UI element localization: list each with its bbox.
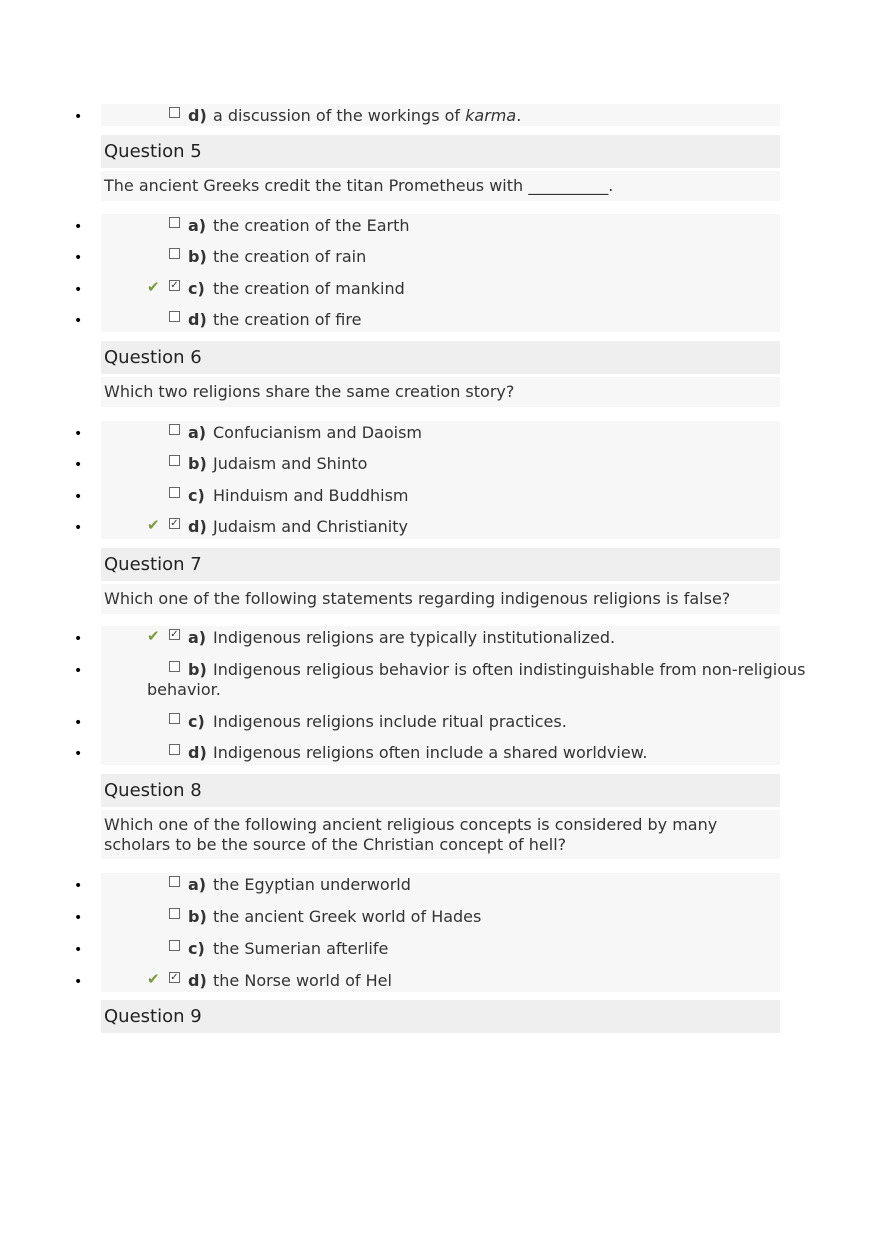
checkbox-unchecked[interactable]	[169, 876, 180, 887]
checkbox-checked[interactable]: ✓	[170, 518, 179, 529]
option-text: Judaism and Shinto	[213, 454, 368, 473]
list-bullet: •	[74, 715, 83, 731]
correct-check-icon: ✔	[147, 627, 160, 645]
list-bullet: •	[74, 520, 83, 536]
list-bullet: •	[74, 219, 83, 235]
option-text: Hinduism and Buddhism	[213, 486, 409, 505]
option-letter: a)	[188, 423, 207, 442]
option-letter: b)	[188, 247, 207, 266]
option-text: the creation of rain	[213, 247, 367, 266]
option-text: Indigenous religions are typically institutionalized.	[213, 628, 616, 647]
checkbox-unchecked[interactable]	[169, 908, 180, 919]
correct-check-icon: ✔	[147, 970, 160, 988]
list-bullet: •	[74, 313, 83, 329]
question-5-options	[74, 214, 780, 332]
option-letter: b)	[188, 454, 207, 473]
checkbox-unchecked[interactable]	[169, 744, 180, 755]
option-letter: b)	[188, 907, 207, 926]
checkbox-unchecked[interactable]	[169, 248, 180, 259]
correct-check-icon: ✔	[147, 516, 160, 534]
list-bullet: •	[74, 457, 83, 473]
option-letter: d)	[188, 310, 207, 329]
checkbox-unchecked[interactable]	[169, 311, 180, 322]
question-6-title: Question 6	[101, 341, 780, 374]
list-bullet: •	[74, 109, 83, 125]
list-bullet: •	[74, 426, 83, 442]
option-letter: d)	[188, 517, 207, 536]
question-6-prompt: Which two religions share the same creation story?	[101, 377, 780, 407]
question-5-title: Question 5	[101, 135, 780, 168]
correct-check-icon: ✔	[147, 278, 160, 296]
question-7-prompt: Which one of the following statements regarding indigenous religions is false?	[101, 584, 780, 614]
checkbox-unchecked[interactable]	[169, 455, 180, 466]
question-8-title: Question 8	[101, 774, 780, 807]
list-bullet: •	[74, 746, 83, 762]
list-bullet: •	[74, 942, 83, 958]
option-text: Confucianism and Daoism	[213, 423, 422, 442]
option-text: the creation of mankind	[213, 279, 405, 298]
option-text: a discussion of the workings of karma.	[213, 106, 522, 125]
question-6-options	[74, 421, 780, 539]
checkbox-unchecked[interactable]	[169, 713, 180, 724]
option-letter: b)	[188, 660, 207, 679]
option-letter: c)	[188, 486, 205, 505]
option-letter: c)	[188, 712, 205, 731]
option-letter: c)	[188, 279, 205, 298]
checkbox-unchecked[interactable]	[169, 940, 180, 951]
question-7-options	[74, 626, 806, 765]
question-4-options	[74, 104, 780, 126]
list-bullet: •	[74, 878, 83, 894]
option-letter: a)	[188, 216, 207, 235]
question-8-prompt: Which one of the following ancient religious concepts is considered by many scholars to be the source of the Christian concept of hell?	[101, 810, 780, 859]
question-7-title: Question 7	[101, 548, 780, 581]
question-5-prompt: The ancient Greeks credit the titan Prometheus with __________.	[101, 171, 780, 201]
option-letter: a)	[188, 875, 207, 894]
option-q7-b[interactable]	[74, 660, 806, 702]
option-letter: d)	[188, 971, 207, 990]
option-text: Indigenous religious behavior is often indistinguishable from non-religious	[213, 660, 806, 679]
question-8-options	[74, 873, 780, 992]
checkbox-unchecked[interactable]	[169, 217, 180, 228]
option-text: Indigenous religions include ritual practices.	[213, 712, 567, 731]
option-text: the ancient Greek world of Hades	[213, 907, 482, 926]
list-bullet: •	[74, 974, 83, 990]
checkbox-unchecked[interactable]	[169, 661, 180, 672]
list-bullet: •	[74, 489, 83, 505]
list-bullet: •	[74, 663, 83, 679]
checkbox-unchecked[interactable]	[169, 107, 180, 118]
list-bullet: •	[74, 910, 83, 926]
checkbox-checked[interactable]: ✓	[170, 972, 179, 983]
question-9-title: Question 9	[101, 1000, 780, 1033]
option-text: the Egyptian underworld	[213, 875, 411, 894]
option-letter: d)	[188, 106, 207, 125]
option-text: the creation of fire	[213, 310, 362, 329]
option-letter: c)	[188, 939, 205, 958]
option-text: the creation of the Earth	[213, 216, 410, 235]
list-bullet: •	[74, 250, 83, 266]
option-text: Judaism and Christianity	[213, 517, 408, 536]
checkbox-checked[interactable]: ✓	[170, 280, 179, 291]
checkbox-unchecked[interactable]	[169, 424, 180, 435]
option-text: Indigenous religions often include a shared worldview.	[213, 743, 648, 762]
list-bullet: •	[74, 631, 83, 647]
list-bullet: •	[74, 282, 83, 298]
option-letter: a)	[188, 628, 207, 647]
option-text-continued: behavior.	[147, 680, 221, 699]
checkbox-unchecked[interactable]	[169, 487, 180, 498]
option-text: the Sumerian afterlife	[213, 939, 389, 958]
option-text: the Norse world of Hel	[213, 971, 392, 990]
checkbox-checked[interactable]: ✓	[170, 629, 179, 640]
option-letter: d)	[188, 743, 207, 762]
